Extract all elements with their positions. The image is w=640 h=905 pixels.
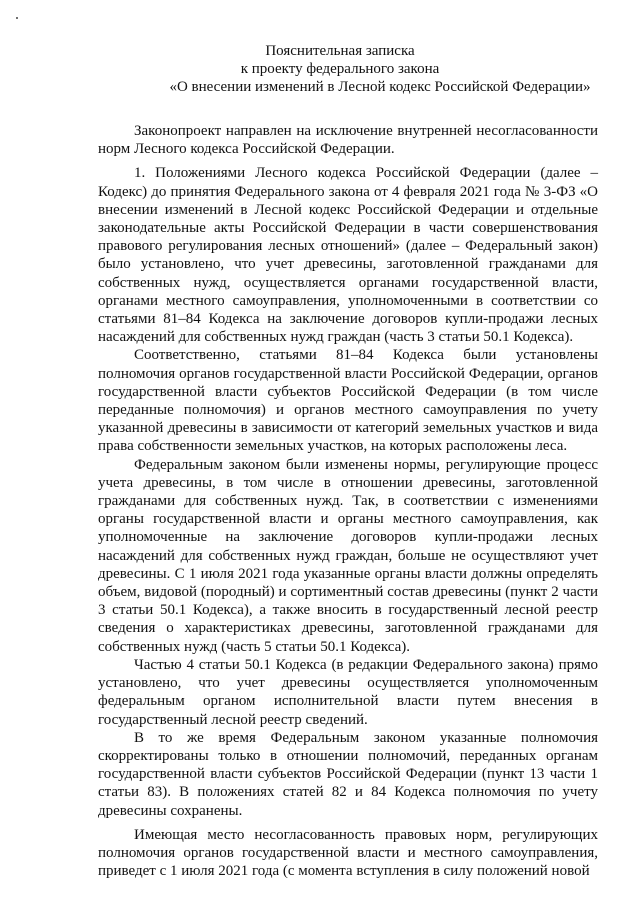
paragraph-2: Соответственно, статьями 81–84 Кодекса были установлены полномочия органов государственной власти Российской Федерации, органов государственной власти субъектов Российской Федерации (в том числе переданные полномочия) и органов местного самоуправления по учету указанной древесины в зависимости от категорий земельных участков и вида права собственности земельных участков, на которых расположены леса. (98, 347, 598, 455)
document-body (98, 122, 598, 880)
paragraph-4: Частью 4 статьи 50.1 Кодекса (в редакции Федерального закона) прямо установлено, что учет древесины осуществляется уполномоченным федеральным органом исполнительной власти путем внесения в государственный лесной реестр сведений. (98, 656, 598, 728)
paragraph-1: 1. Положениями Лесного кодекса Российской Федерации (далее – Кодекс) до принятия Федерального закона от 4 февраля 2021 года № 3-ФЗ «О внесении изменений в Лесной кодекс Российской Федерации и отдельные законодательные акты Российской Федерации в части совершенствования правового регулирования лесных отношений» (далее – Федеральный закон) было установлено, что учет древесины, заготовленной гражданами для собственных нужд, осуществляется органами государственной власти, органами местного самоуправления, уполномоченными в соответствии со статьями 81–84 Кодекса на заключение договоров купли-продажи лесных насаждений для собственных нужд граждан (часть 3 статьи 50.1 Кодекса). (98, 165, 598, 346)
header-title: Пояснительная записка (265, 43, 415, 59)
header-subtitle: к проекту федерального закона (240, 61, 440, 77)
scan-speck (16, 17, 18, 19)
paragraph-intro: Законопроект направлен на исключение внутренней несогласованности норм Лесного кодекса Российской Федерации. (98, 123, 598, 158)
document-header (0, 42, 640, 96)
paragraph-5: В то же время Федеральным законом указанные полномочия скорректированы только в отношении полномочий, переданных органам государственной власти субъектов Российской Федерации (пункт 13 части 1 статьи 83). В положениях статей 82 и 84 Кодекса полномочия по учету древесины сохранены. (98, 729, 598, 819)
paragraph-6: Имеющая место несогласованность правовых норм, регулирующих полномочия органов государственной власти и местного самоуправления, приведет с 1 июля 2021 года (с момента вступления в силу положений новой (98, 826, 598, 880)
paragraph-3: Федеральным законом были изменены нормы, регулирующие процесс учета древесины, в том числе в отношении древесины, заготовленной гражданами для собственных нужд. Так, в соответствии с изменениями органы государственной власти и органы местного самоуправления, как уполномоченные на заключение договоров купли-продажи лесных насаждений для собственных нужд граждан, больше не осуществляют учет древесины. С 1 июля 2021 года указанные органы власти должны определять объем, видовой (породный) и сортиментный состав древесины (пункт 2 части 3 статьи 50.1 Кодекса), а также вносить в государственный лесной реестр сведения о характеристиках древесины, заготовленной гражданами для собственных нужд (часть 5 статьи 50.1 Кодекса). (98, 456, 598, 655)
header-law-name: «О внесении изменений в Лесной кодекс Российской Федерации» (169, 79, 591, 95)
